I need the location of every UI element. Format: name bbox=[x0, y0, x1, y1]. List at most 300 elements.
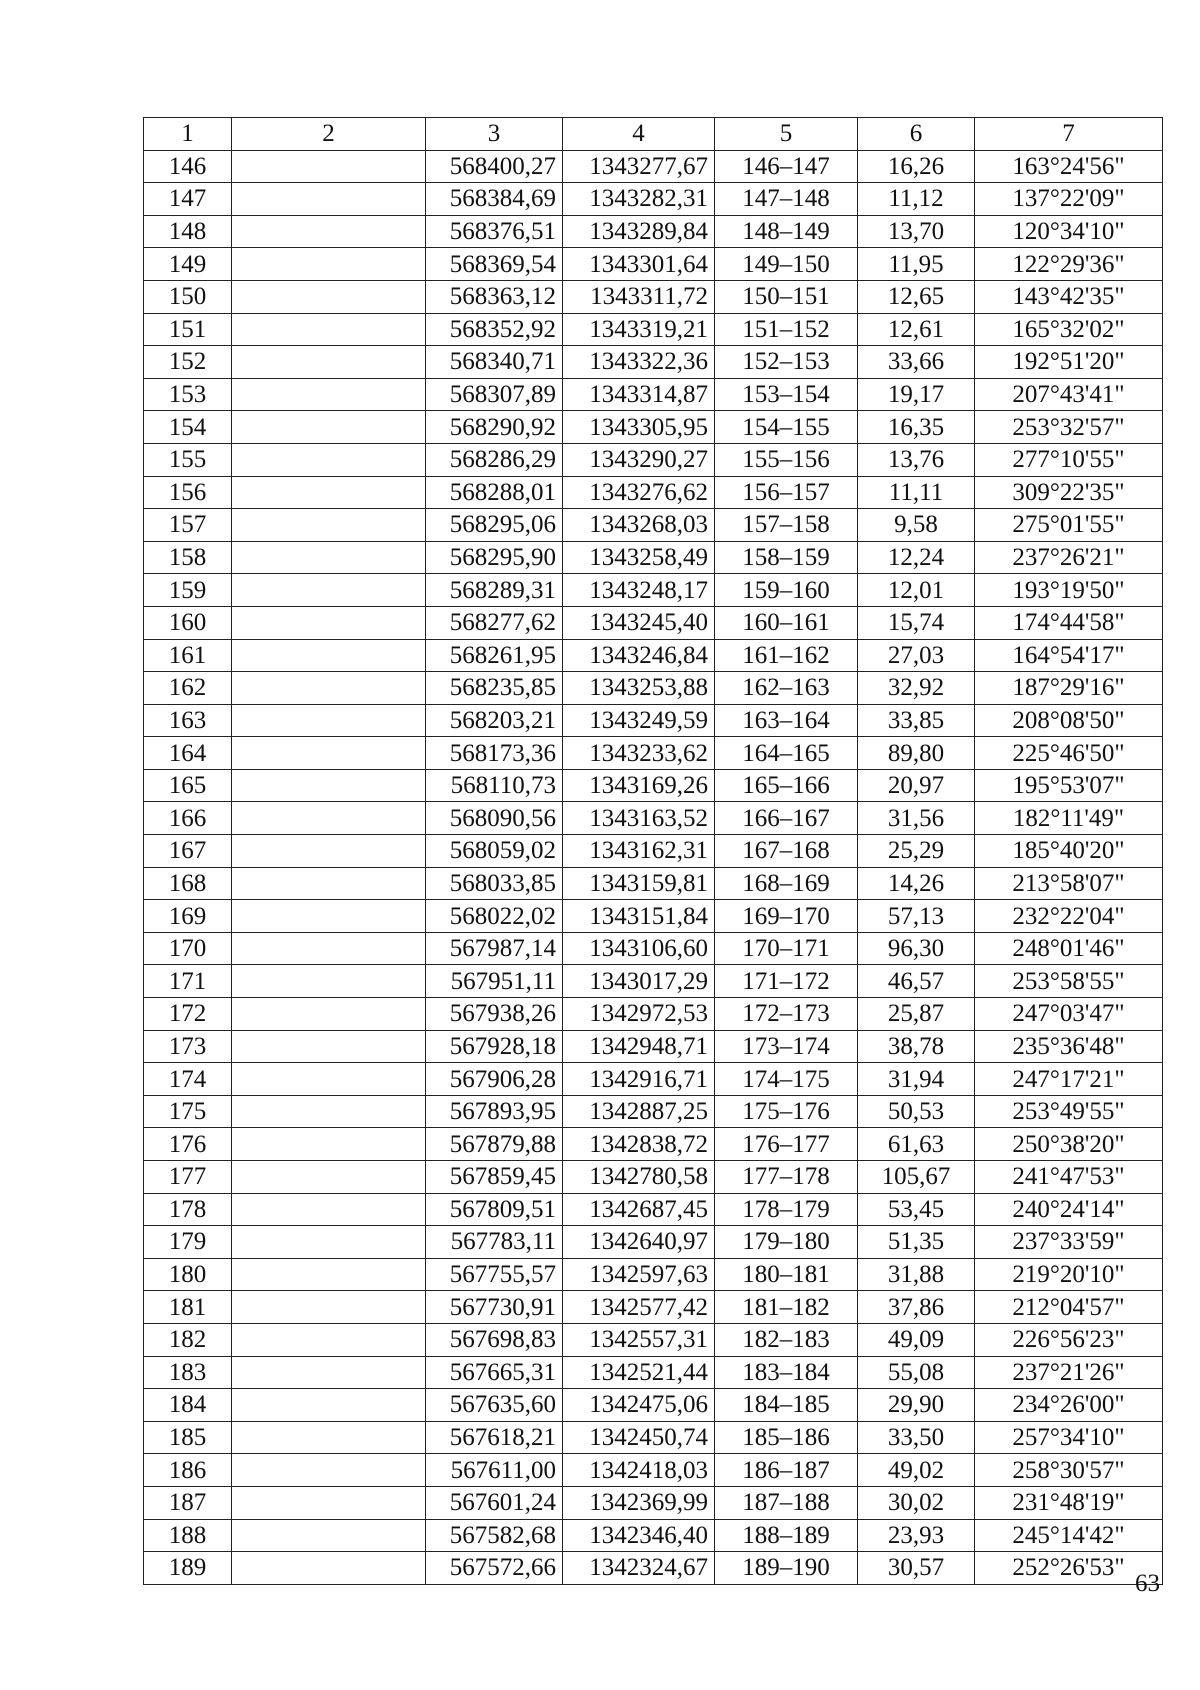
x-coordinate-cell: 568307,89 bbox=[426, 378, 563, 411]
name-cell bbox=[232, 378, 426, 411]
segment-cell: 167–168 bbox=[715, 835, 858, 868]
bearing-cell: 225°46'50" bbox=[975, 737, 1163, 770]
y-coordinate-cell: 1343253,88 bbox=[563, 672, 715, 705]
name-cell bbox=[232, 769, 426, 802]
bearing-cell: 240°24'14" bbox=[975, 1193, 1163, 1226]
table-row bbox=[144, 1454, 1163, 1487]
name-cell bbox=[232, 1486, 426, 1519]
table-row bbox=[144, 998, 1163, 1031]
table-row bbox=[144, 1421, 1163, 1454]
x-coordinate-cell: 568384,69 bbox=[426, 183, 563, 216]
y-coordinate-cell: 1342450,74 bbox=[563, 1421, 715, 1454]
table-row bbox=[144, 280, 1163, 313]
length-cell: 33,66 bbox=[858, 346, 975, 379]
name-cell bbox=[232, 476, 426, 509]
x-coordinate-cell: 568173,36 bbox=[426, 737, 563, 770]
x-coordinate-cell: 567809,51 bbox=[426, 1193, 563, 1226]
y-coordinate-cell: 1343311,72 bbox=[563, 280, 715, 313]
table-row bbox=[144, 248, 1163, 281]
length-cell: 11,12 bbox=[858, 183, 975, 216]
bearing-cell: 277°10'55" bbox=[975, 443, 1163, 476]
y-coordinate-cell: 1343319,21 bbox=[563, 313, 715, 346]
point-number-cell: 149 bbox=[144, 248, 232, 281]
point-number-cell: 160 bbox=[144, 606, 232, 639]
bearing-cell: 247°17'21" bbox=[975, 1063, 1163, 1096]
table-row bbox=[144, 900, 1163, 933]
point-number-cell: 183 bbox=[144, 1356, 232, 1389]
point-number-cell: 161 bbox=[144, 639, 232, 672]
x-coordinate-cell: 568033,85 bbox=[426, 867, 563, 900]
length-cell: 29,90 bbox=[858, 1389, 975, 1422]
point-number-cell: 177 bbox=[144, 1161, 232, 1194]
table-row bbox=[144, 639, 1163, 672]
y-coordinate-cell: 1342475,06 bbox=[563, 1389, 715, 1422]
x-coordinate-cell: 568235,85 bbox=[426, 672, 563, 705]
name-cell bbox=[232, 1421, 426, 1454]
x-coordinate-cell: 567879,88 bbox=[426, 1128, 563, 1161]
segment-cell: 185–186 bbox=[715, 1421, 858, 1454]
point-number-cell: 152 bbox=[144, 346, 232, 379]
point-number-cell: 175 bbox=[144, 1095, 232, 1128]
segment-cell: 176–177 bbox=[715, 1128, 858, 1161]
length-cell: 25,87 bbox=[858, 998, 975, 1031]
name-cell bbox=[232, 1454, 426, 1487]
point-number-cell: 173 bbox=[144, 1030, 232, 1063]
segment-cell: 174–175 bbox=[715, 1063, 858, 1096]
x-coordinate-cell: 567951,11 bbox=[426, 965, 563, 998]
name-cell bbox=[232, 1226, 426, 1259]
point-number-cell: 168 bbox=[144, 867, 232, 900]
y-coordinate-cell: 1343106,60 bbox=[563, 932, 715, 965]
name-cell bbox=[232, 509, 426, 542]
point-number-cell: 178 bbox=[144, 1193, 232, 1226]
length-cell: 31,56 bbox=[858, 802, 975, 835]
y-coordinate-cell: 1343159,81 bbox=[563, 867, 715, 900]
length-cell: 33,85 bbox=[858, 704, 975, 737]
x-coordinate-cell: 568295,06 bbox=[426, 509, 563, 542]
y-coordinate-cell: 1342577,42 bbox=[563, 1291, 715, 1324]
table-row bbox=[144, 215, 1163, 248]
bearing-cell: 195°53'07" bbox=[975, 769, 1163, 802]
x-coordinate-cell: 568352,92 bbox=[426, 313, 563, 346]
y-coordinate-cell: 1342346,40 bbox=[563, 1519, 715, 1552]
length-cell: 50,53 bbox=[858, 1095, 975, 1128]
table-row bbox=[144, 932, 1163, 965]
table-row bbox=[144, 965, 1163, 998]
name-cell bbox=[232, 1323, 426, 1356]
y-coordinate-cell: 1343305,95 bbox=[563, 411, 715, 444]
bearing-cell: 213°58'07" bbox=[975, 867, 1163, 900]
name-cell bbox=[232, 1552, 426, 1585]
y-coordinate-cell: 1343301,64 bbox=[563, 248, 715, 281]
y-coordinate-cell: 1342557,31 bbox=[563, 1323, 715, 1356]
segment-cell: 183–184 bbox=[715, 1356, 858, 1389]
segment-cell: 158–159 bbox=[715, 541, 858, 574]
segment-cell: 169–170 bbox=[715, 900, 858, 933]
y-coordinate-cell: 1343248,17 bbox=[563, 574, 715, 607]
length-cell: 30,02 bbox=[858, 1486, 975, 1519]
point-number-cell: 180 bbox=[144, 1258, 232, 1291]
x-coordinate-cell: 568340,71 bbox=[426, 346, 563, 379]
x-coordinate-cell: 567928,18 bbox=[426, 1030, 563, 1063]
point-number-cell: 187 bbox=[144, 1486, 232, 1519]
length-cell: 61,63 bbox=[858, 1128, 975, 1161]
name-cell bbox=[232, 411, 426, 444]
point-number-cell: 184 bbox=[144, 1389, 232, 1422]
name-cell bbox=[232, 313, 426, 346]
length-cell: 89,80 bbox=[858, 737, 975, 770]
x-coordinate-cell: 568288,01 bbox=[426, 476, 563, 509]
y-coordinate-cell: 1342780,58 bbox=[563, 1161, 715, 1194]
bearing-cell: 241°47'53" bbox=[975, 1161, 1163, 1194]
segment-cell: 179–180 bbox=[715, 1226, 858, 1259]
name-cell bbox=[232, 1519, 426, 1552]
column-header: 5 bbox=[715, 118, 858, 151]
length-cell: 37,86 bbox=[858, 1291, 975, 1324]
y-coordinate-cell: 1342369,99 bbox=[563, 1486, 715, 1519]
point-number-cell: 172 bbox=[144, 998, 232, 1031]
length-cell: 14,26 bbox=[858, 867, 975, 900]
bearing-cell: 208°08'50" bbox=[975, 704, 1163, 737]
y-coordinate-cell: 1342887,25 bbox=[563, 1095, 715, 1128]
bearing-cell: 258°30'57" bbox=[975, 1454, 1163, 1487]
table-row bbox=[144, 346, 1163, 379]
y-coordinate-cell: 1342948,71 bbox=[563, 1030, 715, 1063]
point-number-cell: 166 bbox=[144, 802, 232, 835]
y-coordinate-cell: 1342521,44 bbox=[563, 1356, 715, 1389]
y-coordinate-cell: 1343277,67 bbox=[563, 150, 715, 183]
point-number-cell: 147 bbox=[144, 183, 232, 216]
table-row bbox=[144, 1323, 1163, 1356]
table-row bbox=[144, 1552, 1163, 1585]
y-coordinate-cell: 1343276,62 bbox=[563, 476, 715, 509]
column-header: 2 bbox=[232, 118, 426, 151]
segment-cell: 149–150 bbox=[715, 248, 858, 281]
name-cell bbox=[232, 574, 426, 607]
table-row bbox=[144, 313, 1163, 346]
table-row bbox=[144, 672, 1163, 705]
length-cell: 46,57 bbox=[858, 965, 975, 998]
name-cell bbox=[232, 900, 426, 933]
x-coordinate-cell: 568261,95 bbox=[426, 639, 563, 672]
segment-cell: 154–155 bbox=[715, 411, 858, 444]
x-coordinate-cell: 567938,26 bbox=[426, 998, 563, 1031]
table-body bbox=[144, 150, 1163, 1584]
name-cell bbox=[232, 1193, 426, 1226]
table-header-row bbox=[144, 118, 1163, 151]
length-cell: 55,08 bbox=[858, 1356, 975, 1389]
length-cell: 13,70 bbox=[858, 215, 975, 248]
segment-cell: 159–160 bbox=[715, 574, 858, 607]
bearing-cell: 252°26'53" bbox=[975, 1552, 1163, 1585]
name-cell bbox=[232, 965, 426, 998]
point-number-cell: 165 bbox=[144, 769, 232, 802]
bearing-cell: 207°43'41" bbox=[975, 378, 1163, 411]
name-cell bbox=[232, 346, 426, 379]
segment-cell: 165–166 bbox=[715, 769, 858, 802]
table-row bbox=[144, 1486, 1163, 1519]
point-number-cell: 157 bbox=[144, 509, 232, 542]
point-number-cell: 179 bbox=[144, 1226, 232, 1259]
point-number-cell: 163 bbox=[144, 704, 232, 737]
segment-cell: 188–189 bbox=[715, 1519, 858, 1552]
point-number-cell: 169 bbox=[144, 900, 232, 933]
x-coordinate-cell: 568290,92 bbox=[426, 411, 563, 444]
bearing-cell: 257°34'10" bbox=[975, 1421, 1163, 1454]
table-row bbox=[144, 1063, 1163, 1096]
x-coordinate-cell: 567618,21 bbox=[426, 1421, 563, 1454]
y-coordinate-cell: 1342972,53 bbox=[563, 998, 715, 1031]
length-cell: 25,29 bbox=[858, 835, 975, 868]
table-row bbox=[144, 476, 1163, 509]
bearing-cell: 174°44'58" bbox=[975, 606, 1163, 639]
table-row bbox=[144, 1030, 1163, 1063]
length-cell: 16,26 bbox=[858, 150, 975, 183]
point-number-cell: 182 bbox=[144, 1323, 232, 1356]
bearing-cell: 232°22'04" bbox=[975, 900, 1163, 933]
x-coordinate-cell: 568369,54 bbox=[426, 248, 563, 281]
y-coordinate-cell: 1343017,29 bbox=[563, 965, 715, 998]
name-cell bbox=[232, 737, 426, 770]
point-number-cell: 188 bbox=[144, 1519, 232, 1552]
x-coordinate-cell: 568090,56 bbox=[426, 802, 563, 835]
y-coordinate-cell: 1342838,72 bbox=[563, 1128, 715, 1161]
table-row bbox=[144, 541, 1163, 574]
x-coordinate-cell: 567893,95 bbox=[426, 1095, 563, 1128]
segment-cell: 160–161 bbox=[715, 606, 858, 639]
table-row bbox=[144, 1291, 1163, 1324]
x-coordinate-cell: 568203,21 bbox=[426, 704, 563, 737]
length-cell: 27,03 bbox=[858, 639, 975, 672]
coordinates-table bbox=[143, 117, 1163, 1585]
segment-cell: 173–174 bbox=[715, 1030, 858, 1063]
y-coordinate-cell: 1343163,52 bbox=[563, 802, 715, 835]
bearing-cell: 250°38'20" bbox=[975, 1128, 1163, 1161]
x-coordinate-cell: 567572,66 bbox=[426, 1552, 563, 1585]
name-cell bbox=[232, 1258, 426, 1291]
name-cell bbox=[232, 998, 426, 1031]
length-cell: 31,94 bbox=[858, 1063, 975, 1096]
bearing-cell: 122°29'36" bbox=[975, 248, 1163, 281]
bearing-cell: 248°01'46" bbox=[975, 932, 1163, 965]
name-cell bbox=[232, 867, 426, 900]
name-cell bbox=[232, 443, 426, 476]
table-row bbox=[144, 606, 1163, 639]
point-number-cell: 181 bbox=[144, 1291, 232, 1324]
name-cell bbox=[232, 183, 426, 216]
x-coordinate-cell: 568289,31 bbox=[426, 574, 563, 607]
point-number-cell: 185 bbox=[144, 1421, 232, 1454]
point-number-cell: 162 bbox=[144, 672, 232, 705]
point-number-cell: 150 bbox=[144, 280, 232, 313]
length-cell: 49,09 bbox=[858, 1323, 975, 1356]
bearing-cell: 226°56'23" bbox=[975, 1323, 1163, 1356]
bearing-cell: 185°40'20" bbox=[975, 835, 1163, 868]
segment-cell: 152–153 bbox=[715, 346, 858, 379]
x-coordinate-cell: 567582,68 bbox=[426, 1519, 563, 1552]
name-cell bbox=[232, 932, 426, 965]
length-cell: 11,11 bbox=[858, 476, 975, 509]
column-header: 6 bbox=[858, 118, 975, 151]
y-coordinate-cell: 1343246,84 bbox=[563, 639, 715, 672]
segment-cell: 146–147 bbox=[715, 150, 858, 183]
x-coordinate-cell: 567859,45 bbox=[426, 1161, 563, 1194]
x-coordinate-cell: 567665,31 bbox=[426, 1356, 563, 1389]
segment-cell: 180–181 bbox=[715, 1258, 858, 1291]
length-cell: 38,78 bbox=[858, 1030, 975, 1063]
point-number-cell: 167 bbox=[144, 835, 232, 868]
column-header: 3 bbox=[426, 118, 563, 151]
point-number-cell: 164 bbox=[144, 737, 232, 770]
y-coordinate-cell: 1343245,40 bbox=[563, 606, 715, 639]
name-cell bbox=[232, 1161, 426, 1194]
y-coordinate-cell: 1342418,03 bbox=[563, 1454, 715, 1487]
bearing-cell: 143°42'35" bbox=[975, 280, 1163, 313]
x-coordinate-cell: 568286,29 bbox=[426, 443, 563, 476]
point-number-cell: 186 bbox=[144, 1454, 232, 1487]
length-cell: 20,97 bbox=[858, 769, 975, 802]
name-cell bbox=[232, 672, 426, 705]
length-cell: 12,65 bbox=[858, 280, 975, 313]
y-coordinate-cell: 1343322,36 bbox=[563, 346, 715, 379]
y-coordinate-cell: 1343268,03 bbox=[563, 509, 715, 542]
x-coordinate-cell: 568363,12 bbox=[426, 280, 563, 313]
table-row bbox=[144, 1258, 1163, 1291]
table-row bbox=[144, 802, 1163, 835]
bearing-cell: 237°21'26" bbox=[975, 1356, 1163, 1389]
bearing-cell: 187°29'16" bbox=[975, 672, 1163, 705]
bearing-cell: 253°32'57" bbox=[975, 411, 1163, 444]
length-cell: 23,93 bbox=[858, 1519, 975, 1552]
y-coordinate-cell: 1343289,84 bbox=[563, 215, 715, 248]
segment-cell: 157–158 bbox=[715, 509, 858, 542]
name-cell bbox=[232, 606, 426, 639]
segment-cell: 177–178 bbox=[715, 1161, 858, 1194]
segment-cell: 150–151 bbox=[715, 280, 858, 313]
table-row bbox=[144, 704, 1163, 737]
length-cell: 11,95 bbox=[858, 248, 975, 281]
page-number: 63 bbox=[1135, 1570, 1160, 1597]
x-coordinate-cell: 567755,57 bbox=[426, 1258, 563, 1291]
segment-cell: 161–162 bbox=[715, 639, 858, 672]
length-cell: 12,61 bbox=[858, 313, 975, 346]
y-coordinate-cell: 1343282,31 bbox=[563, 183, 715, 216]
y-coordinate-cell: 1343169,26 bbox=[563, 769, 715, 802]
segment-cell: 186–187 bbox=[715, 1454, 858, 1487]
y-coordinate-cell: 1343258,49 bbox=[563, 541, 715, 574]
segment-cell: 187–188 bbox=[715, 1486, 858, 1519]
length-cell: 12,24 bbox=[858, 541, 975, 574]
x-coordinate-cell: 568376,51 bbox=[426, 215, 563, 248]
length-cell: 31,88 bbox=[858, 1258, 975, 1291]
point-number-cell: 156 bbox=[144, 476, 232, 509]
bearing-cell: 164°54'17" bbox=[975, 639, 1163, 672]
segment-cell: 184–185 bbox=[715, 1389, 858, 1422]
segment-cell: 178–179 bbox=[715, 1193, 858, 1226]
name-cell bbox=[232, 150, 426, 183]
segment-cell: 181–182 bbox=[715, 1291, 858, 1324]
bearing-cell: 253°58'55" bbox=[975, 965, 1163, 998]
bearing-cell: 193°19'50" bbox=[975, 574, 1163, 607]
name-cell bbox=[232, 835, 426, 868]
name-cell bbox=[232, 1095, 426, 1128]
segment-cell: 156–157 bbox=[715, 476, 858, 509]
segment-cell: 166–167 bbox=[715, 802, 858, 835]
table-row bbox=[144, 1128, 1163, 1161]
point-number-cell: 159 bbox=[144, 574, 232, 607]
x-coordinate-cell: 567601,24 bbox=[426, 1486, 563, 1519]
column-header: 1 bbox=[144, 118, 232, 151]
y-coordinate-cell: 1343249,59 bbox=[563, 704, 715, 737]
name-cell bbox=[232, 802, 426, 835]
point-number-cell: 146 bbox=[144, 150, 232, 183]
bearing-cell: 237°26'21" bbox=[975, 541, 1163, 574]
y-coordinate-cell: 1343151,84 bbox=[563, 900, 715, 933]
y-coordinate-cell: 1342687,45 bbox=[563, 1193, 715, 1226]
x-coordinate-cell: 567635,60 bbox=[426, 1389, 563, 1422]
y-coordinate-cell: 1343290,27 bbox=[563, 443, 715, 476]
point-number-cell: 154 bbox=[144, 411, 232, 444]
length-cell: 30,57 bbox=[858, 1552, 975, 1585]
bearing-cell: 163°24'56" bbox=[975, 150, 1163, 183]
segment-cell: 168–169 bbox=[715, 867, 858, 900]
table-row bbox=[144, 769, 1163, 802]
segment-cell: 162–163 bbox=[715, 672, 858, 705]
segment-cell: 164–165 bbox=[715, 737, 858, 770]
x-coordinate-cell: 567987,14 bbox=[426, 932, 563, 965]
y-coordinate-cell: 1342640,97 bbox=[563, 1226, 715, 1259]
y-coordinate-cell: 1343233,62 bbox=[563, 737, 715, 770]
bearing-cell: 235°36'48" bbox=[975, 1030, 1163, 1063]
point-number-cell: 171 bbox=[144, 965, 232, 998]
bearing-cell: 219°20'10" bbox=[975, 1258, 1163, 1291]
table-row bbox=[144, 1389, 1163, 1422]
name-cell bbox=[232, 1291, 426, 1324]
bearing-cell: 182°11'49" bbox=[975, 802, 1163, 835]
name-cell bbox=[232, 704, 426, 737]
y-coordinate-cell: 1343314,87 bbox=[563, 378, 715, 411]
table-row bbox=[144, 737, 1163, 770]
x-coordinate-cell: 567698,83 bbox=[426, 1323, 563, 1356]
table-row bbox=[144, 443, 1163, 476]
table-row bbox=[144, 150, 1163, 183]
x-coordinate-cell: 567783,11 bbox=[426, 1226, 563, 1259]
point-number-cell: 174 bbox=[144, 1063, 232, 1096]
table-row bbox=[144, 1095, 1163, 1128]
segment-cell: 172–173 bbox=[715, 998, 858, 1031]
x-coordinate-cell: 568022,02 bbox=[426, 900, 563, 933]
x-coordinate-cell: 567611,00 bbox=[426, 1454, 563, 1487]
name-cell bbox=[232, 1063, 426, 1096]
name-cell bbox=[232, 215, 426, 248]
bearing-cell: 309°22'35" bbox=[975, 476, 1163, 509]
name-cell bbox=[232, 541, 426, 574]
column-header: 7 bbox=[975, 118, 1163, 151]
name-cell bbox=[232, 248, 426, 281]
length-cell: 51,35 bbox=[858, 1226, 975, 1259]
length-cell: 32,92 bbox=[858, 672, 975, 705]
point-number-cell: 170 bbox=[144, 932, 232, 965]
length-cell: 15,74 bbox=[858, 606, 975, 639]
segment-cell: 189–190 bbox=[715, 1552, 858, 1585]
table-row bbox=[144, 1519, 1163, 1552]
table-row bbox=[144, 378, 1163, 411]
segment-cell: 163–164 bbox=[715, 704, 858, 737]
x-coordinate-cell: 567730,91 bbox=[426, 1291, 563, 1324]
bearing-cell: 245°14'42" bbox=[975, 1519, 1163, 1552]
segment-cell: 147–148 bbox=[715, 183, 858, 216]
name-cell bbox=[232, 280, 426, 313]
